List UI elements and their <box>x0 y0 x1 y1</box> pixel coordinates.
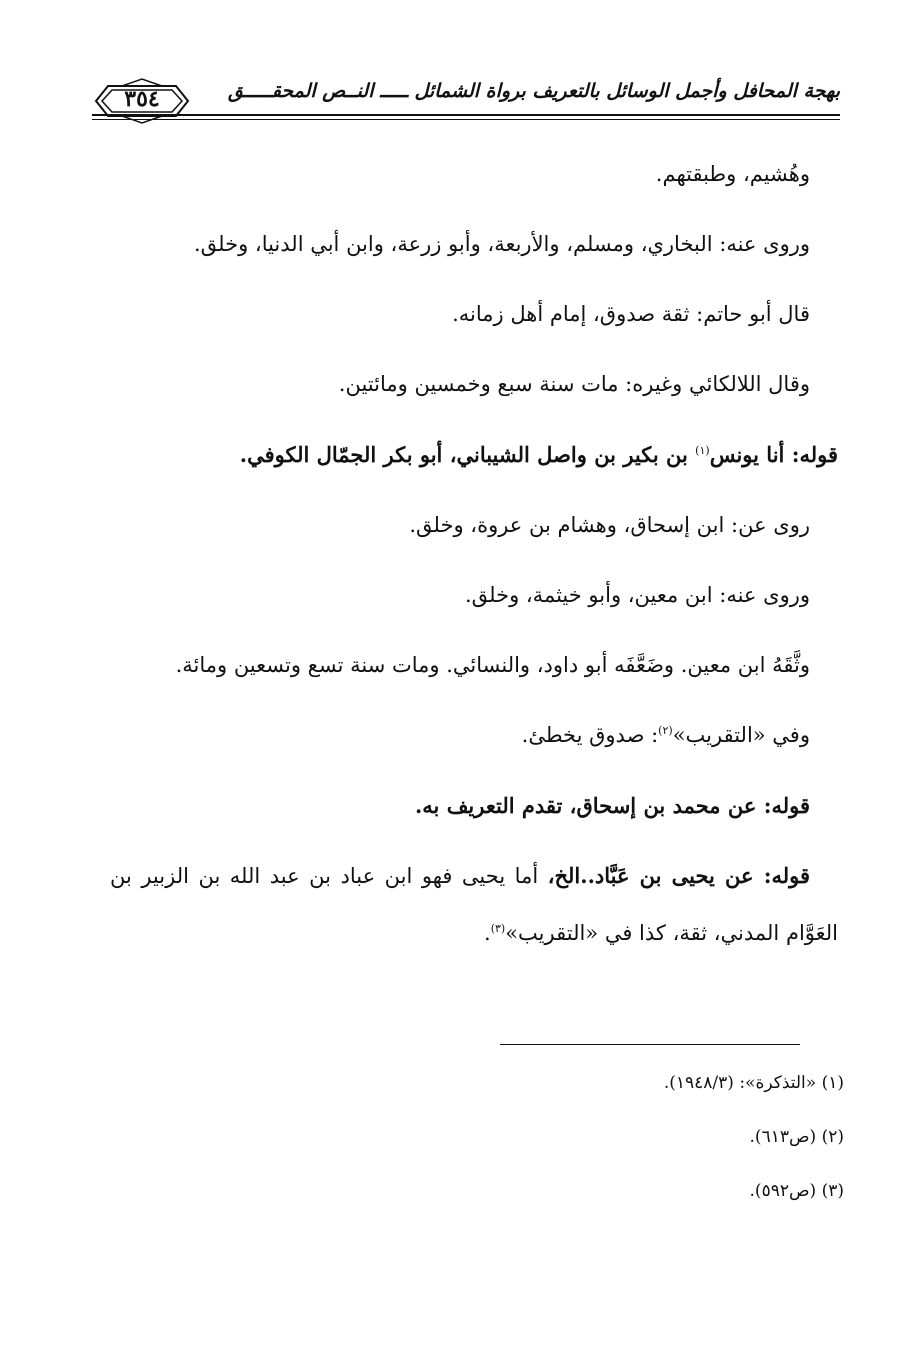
paragraph: وروى عنه: البخاري، ومسلم، والأربعة، وأبو زرعة، وابن أبي الدنيا، وخلق. <box>193 232 810 256</box>
header-rule-thin <box>92 119 840 120</box>
footnote-ref[interactable]: (١) <box>695 444 710 457</box>
paragraph: وهُشيم، وطبقتهم. <box>655 162 810 186</box>
text-span: أما يحيى فهو ابن عباد بن عبد الله بن الزبير بن العَوَّام المدني، ثقة، كذا في «التقريب» <box>110 864 838 945</box>
footnote-separator <box>500 1044 800 1045</box>
paragraph: وقال اللالكائي وغيره: مات سنة سبع وخمسين ومائتين. <box>338 372 810 396</box>
footnotes <box>424 1056 844 1218</box>
footnote-ref[interactable]: (٣) <box>490 922 506 935</box>
footnote-ref[interactable]: (٢) <box>658 724 673 737</box>
running-title: بهجة المحافل وأجمل الوسائل بالتعريف برواة الشمائل ـــــ النــص المحقـــــق <box>228 80 840 102</box>
paragraph <box>110 707 838 764</box>
page-number: ٣٥٤ <box>124 86 160 112</box>
text-span: : صدوق يخطئ. <box>521 723 659 747</box>
paragraph: روى عن: ابن إسحاق، وهشام بن عروة، وخلق. <box>409 513 810 537</box>
paragraph-heading <box>110 426 838 484</box>
main-text <box>110 146 838 975</box>
paragraph-heading: قوله: عن محمد بن إسحاق، تقدم التعريف به. <box>414 793 810 818</box>
paragraph: وثَّقَهُ ابن معين. وضَعَّفَه أبو داود، والنسائي. ومات سنة تسع وتسعين ومائة. <box>175 653 810 677</box>
page-number-badge <box>92 78 192 124</box>
bold-lemma-cont: بن بكير بن واصل الشيباني، أبو بكر الجمّال الكوفي. <box>239 442 696 467</box>
running-header <box>92 70 840 126</box>
bold-lemma: قوله: أنا يونس <box>709 442 838 467</box>
paragraph: قال أبو حاتم: ثقة صدوق، إمام أهل زمانه. <box>452 302 810 326</box>
paragraph <box>110 847 838 962</box>
text-span: وفي «التقريب» <box>672 723 810 747</box>
text-span: . <box>484 921 491 945</box>
header-rule <box>92 114 840 116</box>
bold-lemma: قوله: عن يحيى بن عَبَّاد..الخ، <box>547 863 810 888</box>
footnote: (١) «التذكرة»: (١٩٤٨/٣). <box>663 1073 844 1093</box>
paragraph: وروى عنه: ابن معين، وأبو خيثمة، وخلق. <box>464 583 810 607</box>
footnote: (٣) (ص٥٩٢). <box>749 1181 844 1201</box>
footnote: (٢) (ص٦١٣). <box>749 1127 844 1147</box>
